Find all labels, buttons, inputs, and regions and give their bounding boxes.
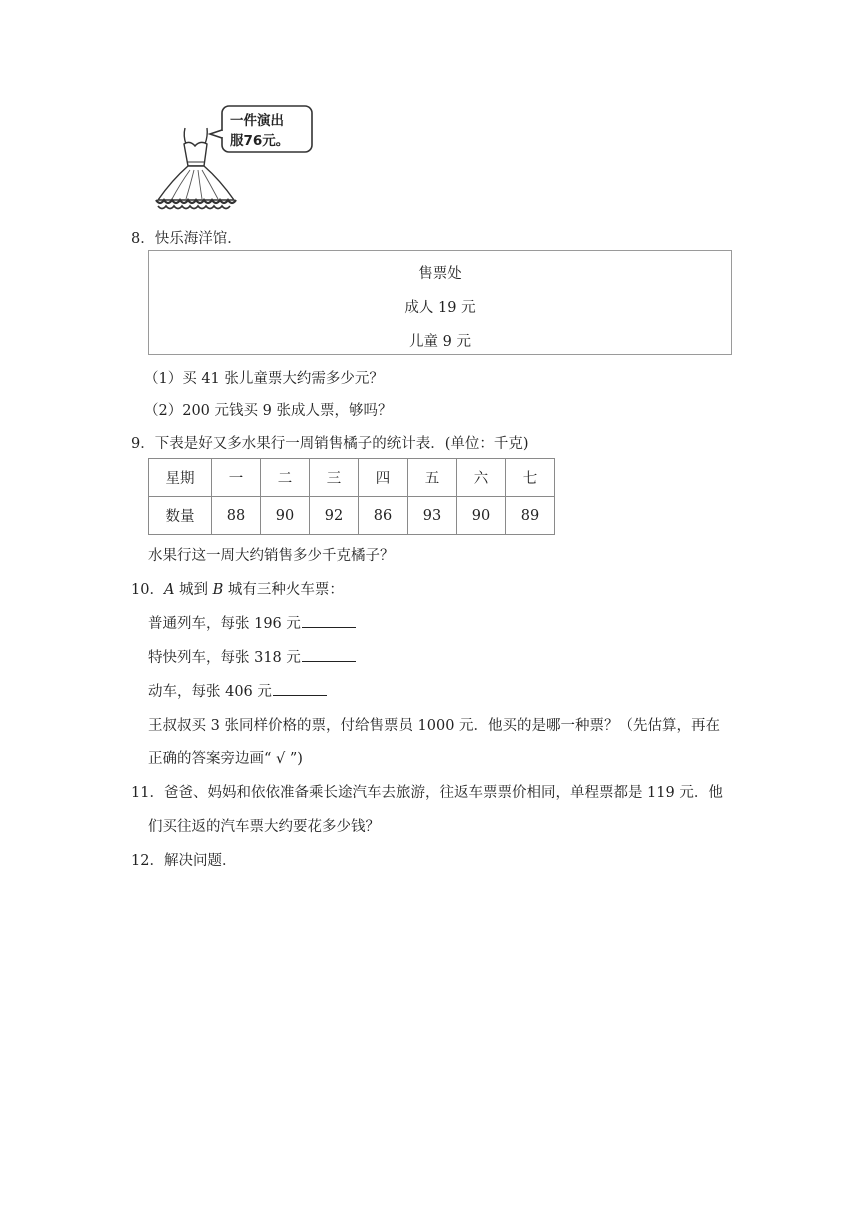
option-label: 普通列车，每张 196 元 bbox=[148, 616, 301, 632]
table-cell: 89 bbox=[506, 497, 555, 535]
q11-line2: 们买往返的汽车票大约要花多少钱？ bbox=[148, 819, 380, 835]
table-cell: 六 bbox=[457, 459, 506, 497]
table-cell: 90 bbox=[261, 497, 310, 535]
q10-line2: 正确的答案旁边画“ √ ”) bbox=[148, 751, 303, 767]
city-a: A bbox=[163, 582, 175, 598]
q10-line1: 王叔叔买 3 张同样价格的票，付给售票员 1000 元．他买的是哪一种票？（先估算，再在 bbox=[148, 718, 721, 734]
dress-illustration bbox=[150, 100, 320, 218]
answer-blank[interactable] bbox=[273, 694, 327, 696]
table-cell: 七 bbox=[506, 459, 555, 497]
q11-line1: 11．爸爸、妈妈和依依准备乘长途汽车去旅游，往返车票票价相同，单程票都是 119 元．他 bbox=[131, 785, 723, 801]
q10-option-express bbox=[148, 646, 356, 667]
ticket-child-price: 儿童 9 元 bbox=[409, 334, 471, 350]
orange-sales-table bbox=[148, 458, 555, 535]
table-cell: 五 bbox=[408, 459, 457, 497]
option-label: 动车，每张 406 元 bbox=[148, 684, 272, 700]
q10-number: 10． bbox=[131, 582, 164, 598]
ticket-adult-price: 成人 19 元 bbox=[404, 300, 476, 316]
ticket-box-heading: 售票处 bbox=[418, 266, 462, 282]
q12-title: 12．解决问题． bbox=[131, 853, 237, 869]
table-cell: 三 bbox=[310, 459, 359, 497]
q10-tail-text: 城有三种火车票： bbox=[223, 582, 344, 598]
city-b: B bbox=[212, 582, 224, 598]
q10-option-bullet-train bbox=[148, 680, 327, 701]
ticket-office-box bbox=[148, 250, 732, 355]
table-cell: 93 bbox=[408, 497, 457, 535]
bubble-line-1: 一件演出 bbox=[230, 113, 284, 129]
q8-sub2: （2）200 元钱买 9 张成人票，够吗？ bbox=[144, 403, 393, 419]
table-row bbox=[149, 497, 555, 535]
table-cell: 二 bbox=[261, 459, 310, 497]
q8-title: 8．快乐海洋馆． bbox=[131, 231, 242, 247]
bubble-line-2: 服76元。 bbox=[230, 133, 290, 149]
answer-blank[interactable] bbox=[302, 626, 356, 628]
q9-title: 9．下表是好又多水果行一周销售橘子的统计表．(单位：千克) bbox=[131, 436, 529, 452]
table-cell: 92 bbox=[310, 497, 359, 535]
table-header-amount: 数量 bbox=[149, 497, 212, 535]
q8-sub1: （1）买 41 张儿童票大约需多少元？ bbox=[144, 371, 384, 387]
q10-mid-text: 城到 bbox=[174, 582, 213, 598]
q10-option-regular bbox=[148, 612, 356, 633]
table-cell: 86 bbox=[359, 497, 408, 535]
table-cell: 90 bbox=[457, 497, 506, 535]
table-header-weekday: 星期 bbox=[149, 459, 212, 497]
q10-title bbox=[131, 578, 344, 599]
answer-blank[interactable] bbox=[302, 660, 356, 662]
table-row bbox=[149, 459, 555, 497]
table-cell: 88 bbox=[212, 497, 261, 535]
table-cell: 一 bbox=[212, 459, 261, 497]
option-label: 特快列车，每张 318 元 bbox=[148, 650, 301, 666]
q9-question: 水果行这一周大约销售多少千克橘子？ bbox=[148, 548, 395, 564]
dress-icon bbox=[150, 100, 320, 218]
table-cell: 四 bbox=[359, 459, 408, 497]
